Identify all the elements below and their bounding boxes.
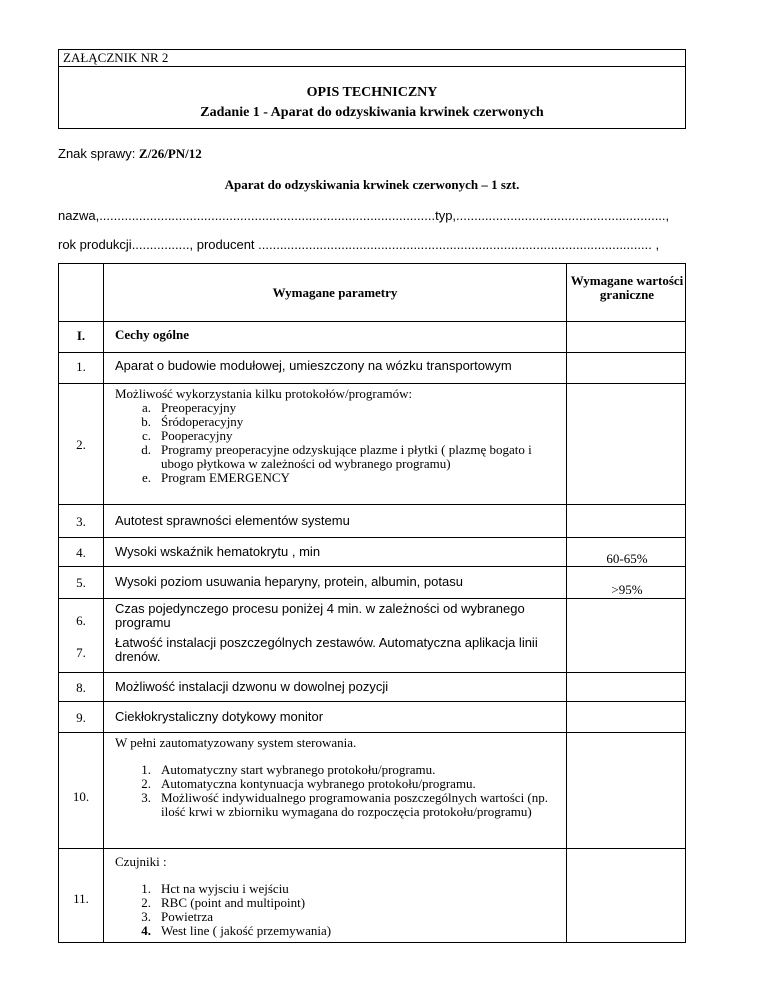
row-number: 9. [76,710,86,725]
table-divider [59,598,685,599]
case-number [58,146,202,162]
table-divider [59,352,685,353]
case-label: Znak sprawy: [58,146,139,161]
table-divider [59,383,685,384]
row-text: Ciekłokrystaliczny dotykowy monitor [115,709,324,724]
row-text: Możliwość wykorzystania kilku protokołów/programów: [115,386,413,401]
row-number: 7. [76,645,86,660]
row-number: 1. [76,359,86,374]
list-item: 3. Możliwość indywidualnego programowania poszczególnych wartości (np. ilość krwi w zbiorniku wymagana do rozpoczęcia protokołu/programu) [141,790,549,819]
list-item: b. Śródoperacyjny [141,414,244,429]
annex-label: ZAŁĄCZNIK NR 2 [59,50,685,67]
table-divider [59,504,685,505]
table-divider [59,537,685,538]
row-text-block [115,736,565,819]
row-text: Czujniki : [115,854,167,869]
form-line-name-type: nazwa,.............................................................................................typ,.........................................................., [58,208,670,223]
list-item: d. Programy preoperacyjne odzyskujące plazme i płytki ( plazmę bogato i ubogo płytkowa w zależności od wybranego programu) [141,442,532,471]
table-divider [103,264,104,942]
list-item: c. Pooperacyjny [141,428,233,443]
case-value: Z/26/PN/12 [138,146,202,161]
column-header-values: Wymagane wartości graniczne [570,273,684,302]
list-item: 4. West line ( jakość przemywania) [141,923,332,938]
row-value: 60-65% [606,551,648,566]
list-item: 1. Hct na wyjsciu i wejściu [141,881,289,896]
list-item: 2. Automatyczna kontynuacja wybranego protokołu/programu. [141,776,476,791]
row-text-block [115,387,565,485]
row-text: W pełni zautomatyzowany system sterowania. [115,735,357,750]
row-number: 8. [76,680,86,695]
row-number: 5. [76,575,86,590]
row-text: Aparat o budowie modułowej, umieszczony na wózku transportowym [115,358,512,373]
option-list [115,401,565,485]
header-box [58,49,686,129]
list-item: 2. RBC (point and multipoint) [141,895,306,910]
parameters-table [58,263,686,943]
document-subtitle: Zadanie 1 - Aparat do odzyskiwania krwinek czerwonych [200,105,544,120]
list-item: 1. Automatyczny start wybranego protokołu/programu. [141,762,436,777]
table-divider [59,321,685,322]
row-number: 11. [73,891,89,906]
table-divider [59,672,685,673]
row-text: Autotest sprawności elementów systemu [115,513,350,528]
table-divider [59,848,685,849]
row-number: 10. [72,789,90,804]
table-divider [59,732,685,733]
row-value: >95% [611,582,643,597]
row-number: 2. [76,437,86,452]
section-number: I. [76,328,86,343]
row-number: 3. [76,514,86,529]
document-title: OPIS TECHNICZNY [306,85,438,100]
row-text: Wysoki wskaźnik hematokrytu , min [115,544,321,559]
form-line-year-producer: rok produkcji................, producent ............................................................................................................. , [58,237,660,252]
feature-list [115,763,565,819]
row-number: 4. [76,545,86,560]
row-text: Wysoki poziom usuwania heparyny, protein, albumin, potasu [115,574,463,589]
section-label: Cechy ogólne [115,327,190,342]
row-text: Czas pojedynczego procesu poniżej 4 min. w zależności od wybranego programu [115,601,525,630]
column-header-params: Wymagane parametry [272,285,398,300]
row-number: 6. [76,613,86,628]
sensor-list [115,882,565,938]
table-divider [566,264,567,942]
row-text: Łatwość instalacji poszczególnych zestawów. Automatyczna aplikacja linii drenów. [115,635,538,664]
list-item: 3. Powietrza [141,909,213,924]
device-title: Aparat do odzyskiwania krwinek czerwonych – 1 szt. [224,177,520,192]
row-text-block [115,855,565,938]
list-item: a. Preoperacyjny [141,400,237,415]
list-item: e. Program EMERGENCY [141,470,290,485]
table-divider [59,701,685,702]
row-text: Możliwość instalacji dzwonu w dowolnej pozycji [115,679,389,694]
